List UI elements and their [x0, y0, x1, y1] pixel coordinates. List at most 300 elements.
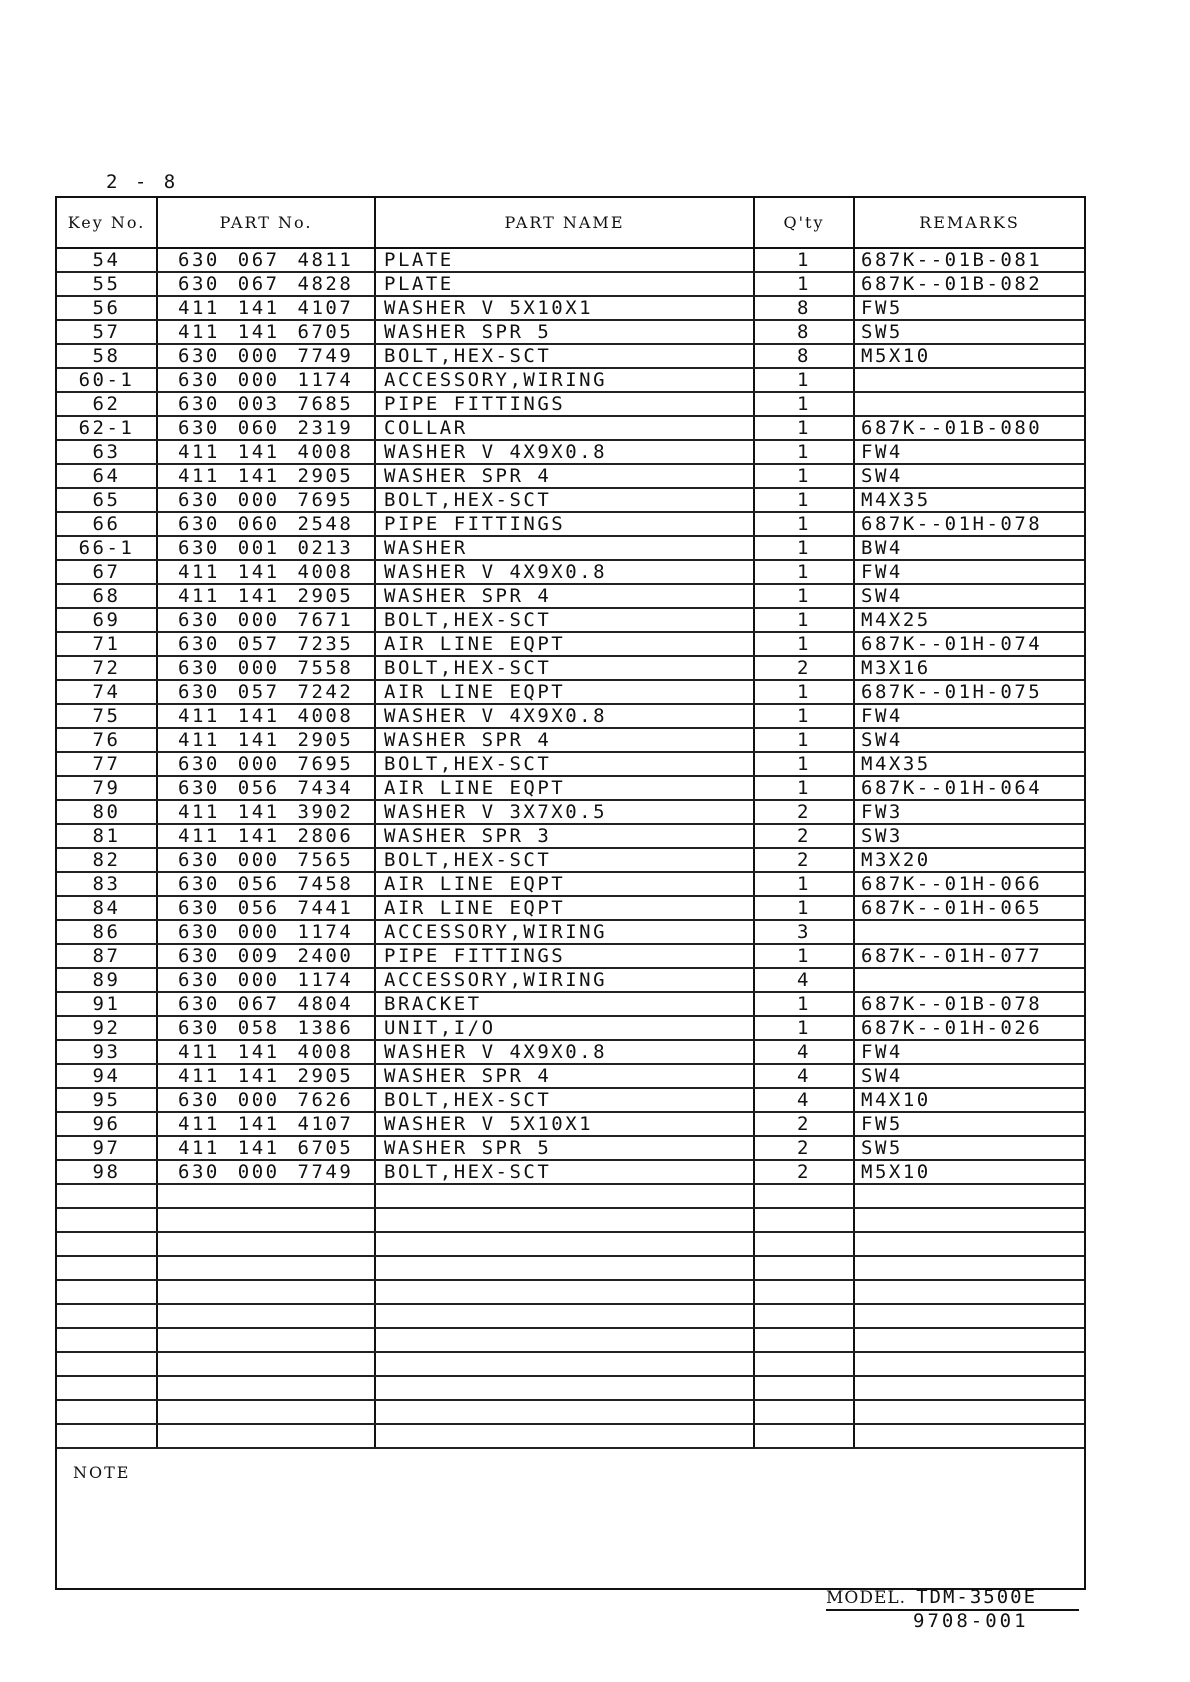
key-no-cell: 86	[57, 921, 158, 943]
empty-cell	[855, 1257, 1084, 1279]
empty-cell	[376, 1281, 755, 1303]
remarks-cell: M4X35	[861, 489, 931, 511]
part-name-cell: PLATE	[376, 273, 755, 295]
remarks-cell: 687K--01B-080	[861, 417, 1043, 439]
empty-cell	[855, 1305, 1084, 1327]
qty-cell: 2	[755, 1161, 855, 1183]
qty-cell: 2	[755, 657, 855, 679]
remarks-cell: 687K--01H-075	[861, 681, 1043, 703]
empty-cell	[755, 1257, 855, 1279]
qty-cell: 1	[755, 273, 855, 295]
part-name-cell: WASHER SPR 4	[376, 1065, 755, 1087]
empty-table-row	[57, 1185, 1084, 1209]
empty-cell	[755, 1185, 855, 1207]
qty-cell: 1	[755, 897, 855, 919]
part-no-cell: 411 141 4008	[158, 441, 376, 463]
empty-cell	[57, 1353, 158, 1375]
empty-table-row	[57, 1233, 1084, 1257]
empty-cell	[158, 1305, 376, 1327]
key-no-cell: 75	[57, 705, 158, 727]
qty-cell: 1	[755, 777, 855, 799]
remarks-cell: 687K--01H-074	[861, 633, 1043, 655]
remarks-cell: SW5	[861, 321, 903, 343]
remarks-cell	[855, 969, 1084, 991]
table-row	[57, 345, 1084, 369]
qty-cell: 1	[755, 729, 855, 751]
qty-cell: 1	[755, 369, 855, 391]
part-no-cell: 630 000 1174	[158, 921, 376, 943]
part-name-cell: BOLT,HEX-SCT	[376, 657, 755, 679]
qty-cell: 1	[755, 945, 855, 967]
part-name-cell: WASHER SPR 4	[376, 465, 755, 487]
part-name-cell: WASHER SPR 5	[376, 1137, 755, 1159]
header-part-name: PART NAME	[376, 198, 755, 247]
remarks-cell: M5X10	[861, 345, 931, 367]
part-name-cell: WASHER V 5X10X1	[376, 297, 755, 319]
remarks-cell: M3X20	[861, 849, 931, 871]
empty-cell	[158, 1353, 376, 1375]
qty-cell: 1	[755, 609, 855, 631]
empty-cell	[57, 1401, 158, 1423]
table-row	[57, 681, 1084, 705]
remarks-cell: M4X10	[861, 1089, 931, 1111]
qty-cell: 1	[755, 633, 855, 655]
qty-cell: 3	[755, 921, 855, 943]
qty-cell: 1	[755, 465, 855, 487]
table-row	[57, 1041, 1084, 1065]
empty-cell	[57, 1233, 158, 1255]
remarks-cell: 687K--01B-078	[861, 993, 1043, 1015]
remarks-cell: 687K--01H-026	[861, 1017, 1043, 1039]
empty-cell	[158, 1257, 376, 1279]
remarks-cell: FW4	[861, 441, 903, 463]
key-no-cell: 98	[57, 1161, 158, 1183]
empty-cell	[376, 1185, 755, 1207]
key-no-cell: 62	[57, 393, 158, 415]
table-row	[57, 849, 1084, 873]
key-no-cell: 96	[57, 1113, 158, 1135]
remarks-cell: 687K--01B-082	[861, 273, 1043, 295]
table-row	[57, 729, 1084, 753]
table-row	[57, 657, 1084, 681]
qty-cell: 1	[755, 393, 855, 415]
table-row	[57, 1161, 1084, 1185]
qty-cell: 1	[755, 489, 855, 511]
empty-table-row	[57, 1257, 1084, 1281]
model-line	[826, 1586, 1079, 1611]
key-no-cell: 60-1	[57, 369, 158, 391]
table-row	[57, 873, 1084, 897]
key-no-cell: 63	[57, 441, 158, 463]
key-no-cell: 80	[57, 801, 158, 823]
empty-cell	[755, 1329, 855, 1351]
empty-cell	[755, 1233, 855, 1255]
qty-cell: 1	[755, 561, 855, 583]
empty-table-row	[57, 1305, 1084, 1329]
empty-cell	[376, 1425, 755, 1447]
key-no-cell: 62-1	[57, 417, 158, 439]
part-no-cell: 630 056 7441	[158, 897, 376, 919]
qty-cell: 1	[755, 537, 855, 559]
remarks-cell: FW3	[861, 801, 903, 823]
key-no-cell: 69	[57, 609, 158, 631]
key-no-cell: 81	[57, 825, 158, 847]
part-name-cell: PIPE FITTINGS	[376, 513, 755, 535]
part-no-cell: 411 141 4008	[158, 1041, 376, 1063]
table-row	[57, 1089, 1084, 1113]
empty-cell	[855, 1425, 1084, 1447]
table-row	[57, 825, 1084, 849]
key-no-cell: 58	[57, 345, 158, 367]
part-name-cell: ACCESSORY,WIRING	[376, 369, 755, 391]
remarks-cell: M4X25	[861, 609, 931, 631]
part-name-cell: BOLT,HEX-SCT	[376, 345, 755, 367]
key-no-cell: 68	[57, 585, 158, 607]
part-no-cell: 630 067 4828	[158, 273, 376, 295]
empty-cell	[57, 1185, 158, 1207]
empty-table-row	[57, 1281, 1084, 1305]
empty-table-row	[57, 1209, 1084, 1233]
empty-cell	[855, 1281, 1084, 1303]
remarks-cell: FW4	[861, 1041, 903, 1063]
key-no-cell: 76	[57, 729, 158, 751]
qty-cell: 2	[755, 825, 855, 847]
part-no-cell: 630 000 7558	[158, 657, 376, 679]
qty-cell: 1	[755, 681, 855, 703]
part-name-cell: WASHER SPR 4	[376, 585, 755, 607]
table-row	[57, 465, 1084, 489]
part-no-cell: 630 058 1386	[158, 1017, 376, 1039]
part-no-cell: 630 009 2400	[158, 945, 376, 967]
key-no-cell: 82	[57, 849, 158, 871]
part-name-cell: WASHER V 4X9X0.8	[376, 1041, 755, 1063]
qty-cell: 2	[755, 801, 855, 823]
remarks-cell: SW4	[861, 465, 903, 487]
part-name-cell: PIPE FITTINGS	[376, 945, 755, 967]
qty-cell: 4	[755, 1089, 855, 1111]
table-row	[57, 777, 1084, 801]
table-row	[57, 561, 1084, 585]
qty-cell: 1	[755, 441, 855, 463]
key-no-cell: 92	[57, 1017, 158, 1039]
table-row	[57, 489, 1084, 513]
empty-cell	[855, 1209, 1084, 1231]
remarks-cell: SW4	[861, 729, 903, 751]
key-no-cell: 77	[57, 753, 158, 775]
empty-table-row	[57, 1377, 1084, 1401]
table-row	[57, 753, 1084, 777]
empty-cell	[57, 1281, 158, 1303]
table-row	[57, 537, 1084, 561]
table-row	[57, 705, 1084, 729]
qty-cell: 2	[755, 1113, 855, 1135]
part-no-cell: 630 067 4804	[158, 993, 376, 1015]
table-row	[57, 945, 1084, 969]
header-part-no: PART No.	[158, 198, 376, 247]
remarks-cell	[855, 369, 1084, 391]
key-no-cell: 65	[57, 489, 158, 511]
qty-cell: 4	[755, 1041, 855, 1063]
table-row	[57, 633, 1084, 657]
empty-table-row	[57, 1401, 1084, 1425]
table-row	[57, 1113, 1084, 1137]
table-row	[57, 609, 1084, 633]
part-no-cell: 630 000 7695	[158, 753, 376, 775]
table-row	[57, 897, 1084, 921]
part-no-cell: 630 057 7242	[158, 681, 376, 703]
qty-cell: 4	[755, 1065, 855, 1087]
table-row	[57, 393, 1084, 417]
remarks-cell: SW4	[861, 585, 903, 607]
table-row	[57, 969, 1084, 993]
qty-cell: 1	[755, 249, 855, 271]
remarks-cell: 687K--01H-064	[861, 777, 1043, 799]
remarks-cell: SW4	[861, 1065, 903, 1087]
empty-cell	[855, 1377, 1084, 1399]
part-name-cell: BOLT,HEX-SCT	[376, 489, 755, 511]
table-row	[57, 513, 1084, 537]
empty-cell	[57, 1425, 158, 1447]
table-body	[57, 249, 1084, 1449]
key-no-cell: 79	[57, 777, 158, 799]
part-name-cell: BOLT,HEX-SCT	[376, 1089, 755, 1111]
part-name-cell: AIR LINE EQPT	[376, 633, 755, 655]
part-no-cell: 630 067 4811	[158, 249, 376, 271]
empty-cell	[855, 1185, 1084, 1207]
table-row	[57, 297, 1084, 321]
key-no-cell: 83	[57, 873, 158, 895]
part-name-cell: WASHER V 4X9X0.8	[376, 441, 755, 463]
part-name-cell: WASHER V 4X9X0.8	[376, 705, 755, 727]
qty-cell: 1	[755, 753, 855, 775]
part-no-cell: 411 141 6705	[158, 1137, 376, 1159]
key-no-cell: 66-1	[57, 537, 158, 559]
empty-table-row	[57, 1329, 1084, 1353]
empty-cell	[57, 1329, 158, 1351]
table-row	[57, 1137, 1084, 1161]
part-name-cell: BOLT,HEX-SCT	[376, 1161, 755, 1183]
key-no-cell: 54	[57, 249, 158, 271]
empty-cell	[755, 1281, 855, 1303]
part-no-cell: 630 003 7685	[158, 393, 376, 415]
qty-cell: 8	[755, 345, 855, 367]
key-no-cell: 93	[57, 1041, 158, 1063]
empty-cell	[855, 1353, 1084, 1375]
empty-table-row	[57, 1353, 1084, 1377]
remarks-cell: 687K--01B-081	[861, 249, 1043, 271]
key-no-cell: 74	[57, 681, 158, 703]
key-no-cell: 56	[57, 297, 158, 319]
qty-cell: 8	[755, 321, 855, 343]
part-no-cell: 630 000 1174	[158, 369, 376, 391]
empty-cell	[855, 1233, 1084, 1255]
qty-cell: 2	[755, 1137, 855, 1159]
part-no-cell: 411 141 4008	[158, 561, 376, 583]
part-name-cell: WASHER SPR 5	[376, 321, 755, 343]
key-no-cell: 89	[57, 969, 158, 991]
remarks-cell: FW5	[861, 1113, 903, 1135]
empty-cell	[855, 1329, 1084, 1351]
remarks-cell: FW5	[861, 297, 903, 319]
empty-cell	[755, 1305, 855, 1327]
part-no-cell: 411 141 2905	[158, 1065, 376, 1087]
key-no-cell: 66	[57, 513, 158, 535]
empty-cell	[57, 1305, 158, 1327]
part-no-cell: 630 000 7671	[158, 609, 376, 631]
empty-cell	[376, 1233, 755, 1255]
table-row	[57, 369, 1084, 393]
part-name-cell: ACCESSORY,WIRING	[376, 969, 755, 991]
table-row	[57, 993, 1084, 1017]
part-name-cell: WASHER	[376, 537, 755, 559]
part-name-cell: AIR LINE EQPT	[376, 681, 755, 703]
empty-cell	[376, 1305, 755, 1327]
qty-cell: 2	[755, 849, 855, 871]
empty-cell	[57, 1209, 158, 1231]
qty-cell: 1	[755, 993, 855, 1015]
model-value: TDM-3500E	[916, 1586, 1038, 1608]
remarks-cell: 687K--01H-065	[861, 897, 1043, 919]
empty-cell	[376, 1257, 755, 1279]
key-no-cell: 57	[57, 321, 158, 343]
qty-cell: 1	[755, 873, 855, 895]
empty-cell	[376, 1209, 755, 1231]
empty-cell	[755, 1401, 855, 1423]
part-name-cell: PIPE FITTINGS	[376, 393, 755, 415]
empty-cell	[158, 1329, 376, 1351]
empty-cell	[158, 1233, 376, 1255]
table-row	[57, 273, 1084, 297]
empty-cell	[57, 1377, 158, 1399]
part-name-cell: ACCESSORY,WIRING	[376, 921, 755, 943]
part-no-cell: 630 000 7565	[158, 849, 376, 871]
note-label: NOTE	[73, 1463, 131, 1482]
remarks-cell: 687K--01H-066	[861, 873, 1043, 895]
empty-cell	[376, 1401, 755, 1423]
model-label: MODEL.	[826, 1588, 907, 1608]
remarks-cell: 687K--01H-077	[861, 945, 1043, 967]
remarks-cell: M4X35	[861, 753, 931, 775]
part-no-cell: 630 000 1174	[158, 969, 376, 991]
part-no-cell: 411 141 2806	[158, 825, 376, 847]
part-no-cell: 630 000 7749	[158, 1161, 376, 1183]
part-no-cell: 630 001 0213	[158, 537, 376, 559]
qty-cell: 1	[755, 585, 855, 607]
empty-cell	[158, 1209, 376, 1231]
key-no-cell: 55	[57, 273, 158, 295]
table-row	[57, 921, 1084, 945]
empty-cell	[158, 1377, 376, 1399]
part-name-cell: AIR LINE EQPT	[376, 777, 755, 799]
part-name-cell: AIR LINE EQPT	[376, 873, 755, 895]
part-no-cell: 411 141 3902	[158, 801, 376, 823]
qty-cell: 4	[755, 969, 855, 991]
part-name-cell: WASHER SPR 4	[376, 729, 755, 751]
key-no-cell: 84	[57, 897, 158, 919]
part-no-cell: 411 141 2905	[158, 465, 376, 487]
qty-cell: 8	[755, 297, 855, 319]
part-name-cell: WASHER V 5X10X1	[376, 1113, 755, 1135]
empty-cell	[57, 1257, 158, 1279]
key-no-cell: 64	[57, 465, 158, 487]
part-no-cell: 630 060 2548	[158, 513, 376, 535]
empty-cell	[855, 1401, 1084, 1423]
part-no-cell: 630 000 7695	[158, 489, 376, 511]
empty-cell	[376, 1377, 755, 1399]
part-name-cell: BOLT,HEX-SCT	[376, 753, 755, 775]
part-no-cell: 411 141 4107	[158, 1113, 376, 1135]
remarks-cell: 687K--01H-078	[861, 513, 1043, 535]
remarks-cell: M5X10	[861, 1161, 931, 1183]
empty-cell	[158, 1281, 376, 1303]
key-no-cell: 72	[57, 657, 158, 679]
part-no-cell: 411 141 6705	[158, 321, 376, 343]
qty-cell: 1	[755, 705, 855, 727]
empty-cell	[755, 1377, 855, 1399]
part-no-cell: 411 141 2905	[158, 729, 376, 751]
part-no-cell: 411 141 4107	[158, 297, 376, 319]
table-row	[57, 801, 1084, 825]
table-row	[57, 249, 1084, 273]
empty-cell	[755, 1353, 855, 1375]
part-name-cell: WASHER V 4X9X0.8	[376, 561, 755, 583]
key-no-cell: 87	[57, 945, 158, 967]
remarks-cell: SW3	[861, 825, 903, 847]
part-no-cell: 411 141 4008	[158, 705, 376, 727]
empty-table-row	[57, 1425, 1084, 1449]
empty-cell	[158, 1401, 376, 1423]
header-remarks: REMARKS	[919, 213, 1020, 232]
remarks-cell: M3X16	[861, 657, 931, 679]
part-name-cell: BOLT,HEX-SCT	[376, 609, 755, 631]
part-name-cell: PLATE	[376, 249, 755, 271]
remarks-cell: SW5	[861, 1137, 903, 1159]
part-no-cell: 630 000 7626	[158, 1089, 376, 1111]
note-box	[57, 1449, 1084, 1588]
key-no-cell: 71	[57, 633, 158, 655]
empty-cell	[376, 1353, 755, 1375]
remarks-cell: FW4	[861, 705, 903, 727]
part-no-cell: 630 060 2319	[158, 417, 376, 439]
table-row	[57, 441, 1084, 465]
empty-cell	[376, 1329, 755, 1351]
remarks-cell	[855, 393, 1084, 415]
part-name-cell: BOLT,HEX-SCT	[376, 849, 755, 871]
empty-cell	[158, 1185, 376, 1207]
remarks-cell: FW4	[861, 561, 903, 583]
key-no-cell: 95	[57, 1089, 158, 1111]
key-no-cell: 94	[57, 1065, 158, 1087]
part-name-cell: UNIT,I/O	[376, 1017, 755, 1039]
part-no-cell: 411 141 2905	[158, 585, 376, 607]
document-code: 9708-001	[913, 1610, 1029, 1632]
table-row	[57, 417, 1084, 441]
part-name-cell: WASHER SPR 3	[376, 825, 755, 847]
table-row	[57, 1065, 1084, 1089]
part-no-cell: 630 057 7235	[158, 633, 376, 655]
key-no-cell: 67	[57, 561, 158, 583]
empty-cell	[755, 1209, 855, 1231]
table-header	[57, 198, 1084, 249]
table-row	[57, 585, 1084, 609]
empty-cell	[158, 1425, 376, 1447]
key-no-cell: 91	[57, 993, 158, 1015]
remarks-cell	[855, 921, 1084, 943]
part-no-cell: 630 056 7434	[158, 777, 376, 799]
qty-cell: 1	[755, 513, 855, 535]
empty-cell	[755, 1425, 855, 1447]
table-row	[57, 321, 1084, 345]
